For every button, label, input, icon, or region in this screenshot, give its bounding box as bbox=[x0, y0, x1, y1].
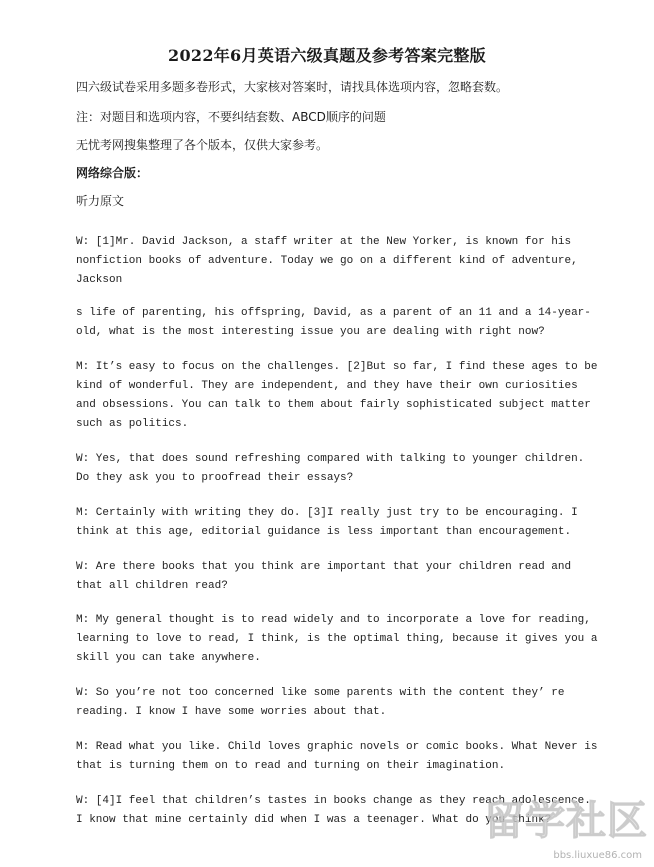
dialogue-line: W: [4]I feel that children’s tastes in books change as they reach adolescence. bbox=[76, 795, 591, 807]
dialogue-paragraph-8 bbox=[76, 684, 576, 722]
dialogue-line: M: Read what you like. Child loves graphic novels or comic books. What Never is bbox=[76, 741, 598, 753]
dialogue-line: reading. I know I have some worries about that. bbox=[76, 706, 387, 718]
dialogue-line: such as politics. bbox=[76, 418, 189, 430]
dialogue-line: old, what is the most interesting issue you are dealing with right now? bbox=[76, 326, 545, 338]
dialogue-line: s life of parenting, his offspring, David, as a parent of an 11 and a 14-year- bbox=[76, 307, 591, 319]
dialogue-line: M: It’s easy to focus on the challenges. [2]But so far, I find these ages to be bbox=[76, 361, 598, 373]
dialogue-line: learning to love to read, I think, is the optimal thing, because it gives you a bbox=[76, 633, 598, 645]
subheading-listening-transcript: 听力原文 bbox=[76, 194, 125, 208]
dialogue-line: kind of wonderful. They are independent, and they have their own curiosities bbox=[76, 380, 578, 392]
dialogue-line: that is turning them on to read and turning on their imagination. bbox=[76, 760, 506, 772]
intro-line-3: 无忧考网搜集整理了各个版本，仅供大家参考。 bbox=[76, 138, 329, 152]
dialogue-line: M: Certainly with writing they do. [3]I really just try to be encouraging. I bbox=[76, 507, 578, 519]
intro-line-1: 四六级试卷采用多题多卷形式，大家核对答案时，请找具体选项内容，忽略套数。 bbox=[76, 80, 509, 94]
watermark-url: bbs.liuxue86.com bbox=[553, 850, 642, 861]
watermark-logo-text: 留学社区 bbox=[484, 798, 648, 844]
dialogue-line: nonfiction books of adventure. Today we go on a different kind of adventure, bbox=[76, 255, 578, 267]
dialogue-line: skill you can take anywhere. bbox=[76, 652, 261, 664]
dialogue-line: think at this age, editorial guidance is less important than encouragement. bbox=[76, 526, 572, 538]
dialogue-line: W: So you’re not too concerned like some parents with the content they’ re bbox=[76, 687, 565, 699]
dialogue-line: I know that mine certainly did when I was a teenager. What do you think? bbox=[76, 814, 552, 826]
dialogue-line: that all children read? bbox=[76, 580, 228, 592]
dialogue-paragraph-4 bbox=[76, 450, 585, 488]
dialogue-paragraph-9 bbox=[76, 738, 598, 776]
document-title: 2022年6月英语六级真题及参考答案完整版 bbox=[168, 46, 486, 65]
dialogue-paragraph-10 bbox=[76, 792, 591, 830]
dialogue-line: W: [1]Mr. David Jackson, a staff writer at the New Yorker, is known for his bbox=[76, 236, 572, 248]
dialogue-line: W: Are there books that you think are important that your children read and bbox=[76, 561, 572, 573]
dialogue-line: M: My general thought is to read widely and to incorporate a love for reading, bbox=[76, 614, 591, 626]
dialogue-paragraph-2 bbox=[76, 304, 591, 342]
dialogue-paragraph-3 bbox=[76, 358, 598, 434]
dialogue-line: Do they ask you to proofread their essays? bbox=[76, 472, 354, 484]
dialogue-paragraph-7 bbox=[76, 611, 598, 668]
dialogue-paragraph-5 bbox=[76, 504, 576, 542]
dialogue-paragraph-1 bbox=[76, 233, 576, 290]
dialogue-paragraph-6 bbox=[76, 558, 576, 596]
dialogue-line: W: Yes, that does sound refreshing compared with talking to younger children. bbox=[76, 453, 585, 465]
intro-line-2: 注：对题目和选项内容，不要纠结套数、ABCD顺序的问题 bbox=[76, 110, 386, 124]
dialogue-line: Jackson bbox=[76, 274, 123, 286]
section-heading: 网络综合版： bbox=[76, 166, 149, 180]
dialogue-line: and obsessions. You can talk to them about fairly sophisticated subject matter bbox=[76, 399, 591, 411]
